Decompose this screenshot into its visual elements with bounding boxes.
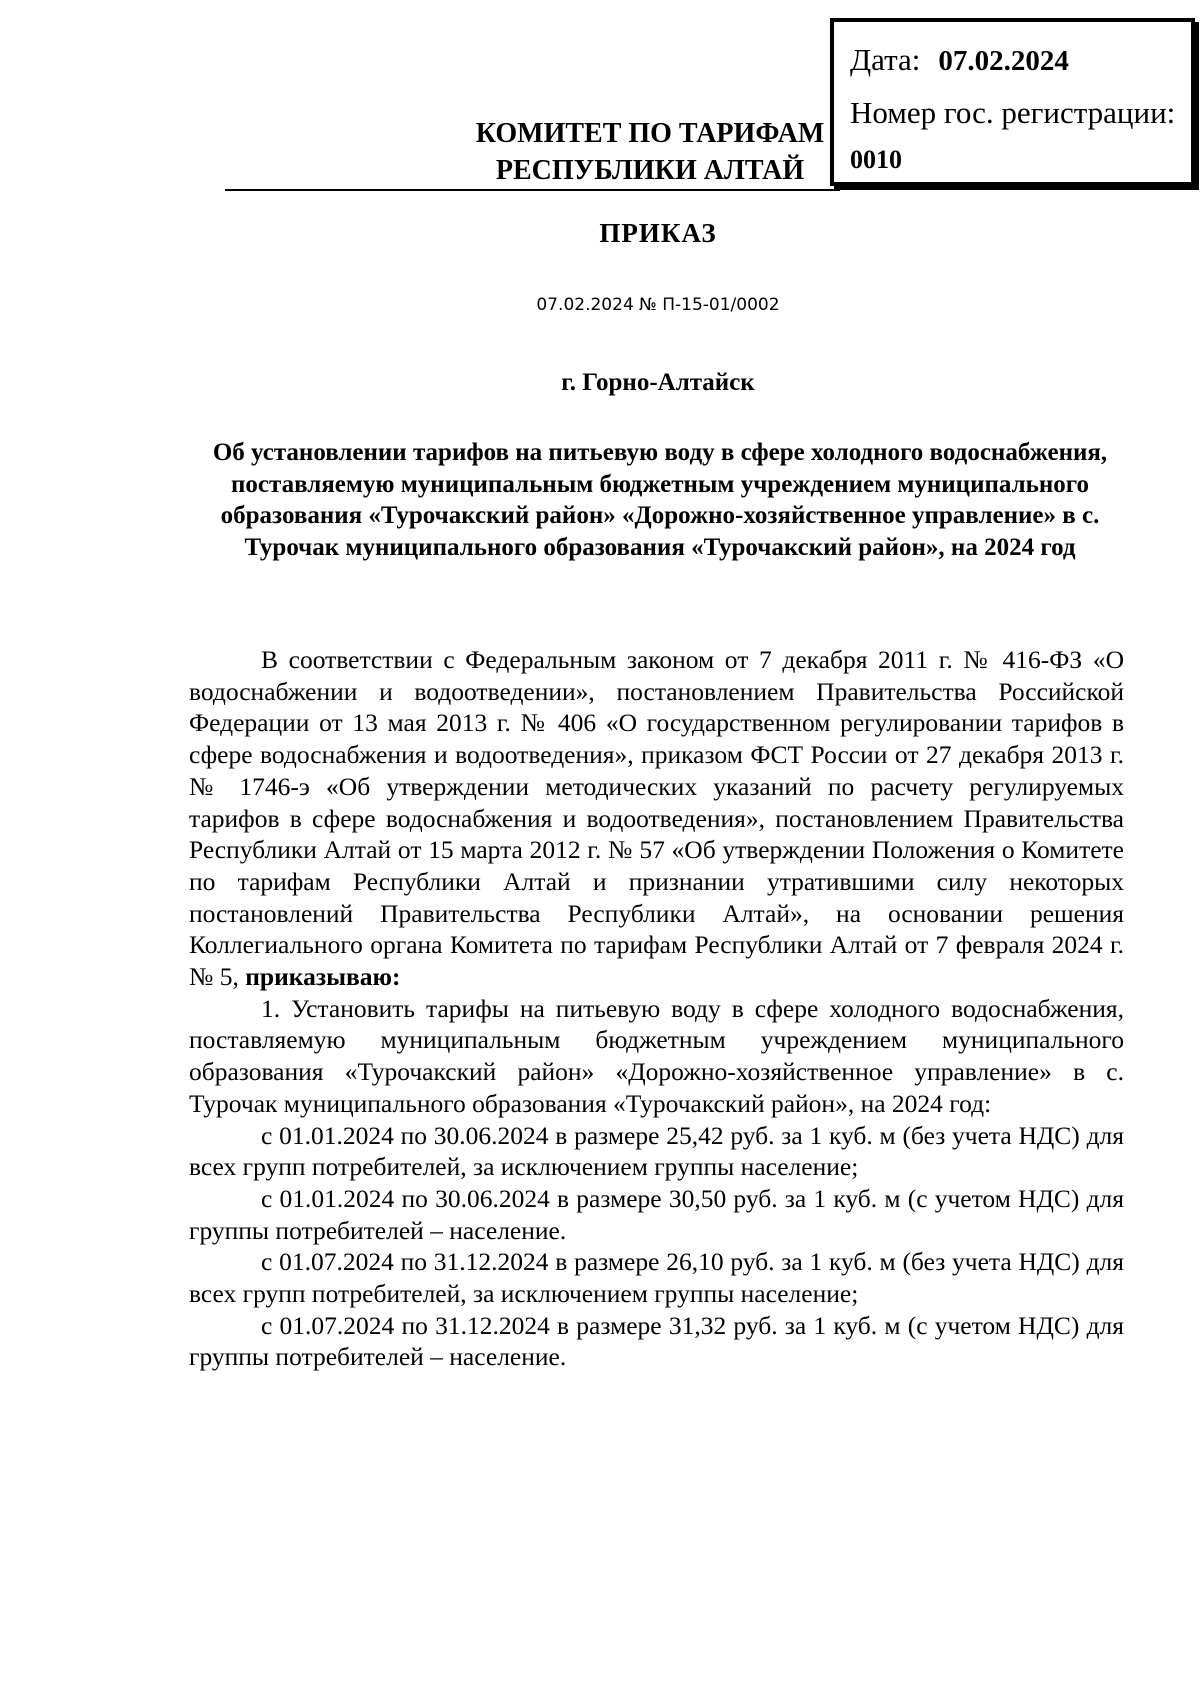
tariff-line: с 01.01.2024 по 30.06.2024 в размере 25,42 руб. за 1 куб. м (без учета НДС) для всех групп потребителей, за исключением группы население; xyxy=(189,1120,1124,1182)
item-1: 1. Установить тарифы на питьевую воду в сфере холодного водоснабжения, поставляемую муниципальным бюджетным учреждением муниципального образования «Турочакский район» «Дорожно-хозяйственное управление» в с. Турочак муниципального образования «Турочакский район», на 2024 год: xyxy=(189,993,1124,1118)
order-word: приказываю: xyxy=(245,962,401,992)
stamp-date-value: 07.02.2024 xyxy=(938,45,1069,77)
document-type: ПРИКАЗ xyxy=(599,218,717,248)
organization-name xyxy=(450,115,850,189)
tariff-line: с 01.07.2024 по 31.12.2024 в размере 26,10 руб. за 1 куб. м (без учета НДС) для всех групп потребителей, за исключением группы население; xyxy=(189,1247,1124,1309)
city: г. Горно-Алтайск xyxy=(561,369,755,396)
tariff-line: с 01.01.2024 по 30.06.2024 в размере 30,50 руб. за 1 куб. м (с учетом НДС) для группы потребителей – население. xyxy=(189,1183,1124,1245)
order-body xyxy=(189,644,1124,1373)
preamble-paragraph xyxy=(189,644,1124,993)
stamp-reg-label: Номер гос. регистрации: xyxy=(850,95,1176,130)
preamble-text: В соответствии с Федеральным законом от 7 декабря 2011 г. № 416-ФЗ «О водоснабжении и водоотведении», постановлением Правительства Российской Федерации от 13 мая 2013 г. № 406 «О государственном регулировании тарифов в сфере водоснабжения и водоотведения», приказом ФСТ России от 27 декабря 2013 г. № 1746-э «Об утверждении методических указаний по расчету регулируемых тарифов в сфере водоснабжения и водоотведения», постановлением Правительства Республики Алтай от 15 марта 2012 г. № 57 «Об утверждении Положения о Комитете по тарифам Республики Алтай и признании утратившими силу некоторых постановлений Правительства Республики Алтай», на основании решения Коллегиального органа Комитета по тарифам Республики Алтай от 7 февраля 2024 г. № 5, xyxy=(189,645,1124,992)
tariff-line: с 01.07.2024 по 31.12.2024 в размере 31,32 руб. за 1 куб. м (с учетом НДС) для группы потребителей – население. xyxy=(189,1310,1124,1372)
stamp-date-row xyxy=(850,44,1069,76)
header-divider xyxy=(225,189,840,191)
org-line-2: РЕСПУБЛИКИ АЛТАЙ xyxy=(495,155,805,186)
order-subject: Об установлении тарифов на питьевую воду в сфере холодного водоснабжения, поставляемую муниципальным бюджетным учреждением муниципального образования «Турочакский район» «Дорожно-хозяйственное управление» в с. Турочак муниципального образования «Турочакский район», на 2024 год xyxy=(212,439,1108,561)
org-line-1: КОМИТЕТ ПО ТАРИФАМ xyxy=(475,118,825,149)
registration-stamp xyxy=(830,18,1195,186)
order-number: 07.02.2024 № П-15-01/0002 xyxy=(536,295,780,315)
stamp-reg-value: 0010 xyxy=(850,145,902,174)
stamp-date-label: Дата: xyxy=(850,42,921,77)
